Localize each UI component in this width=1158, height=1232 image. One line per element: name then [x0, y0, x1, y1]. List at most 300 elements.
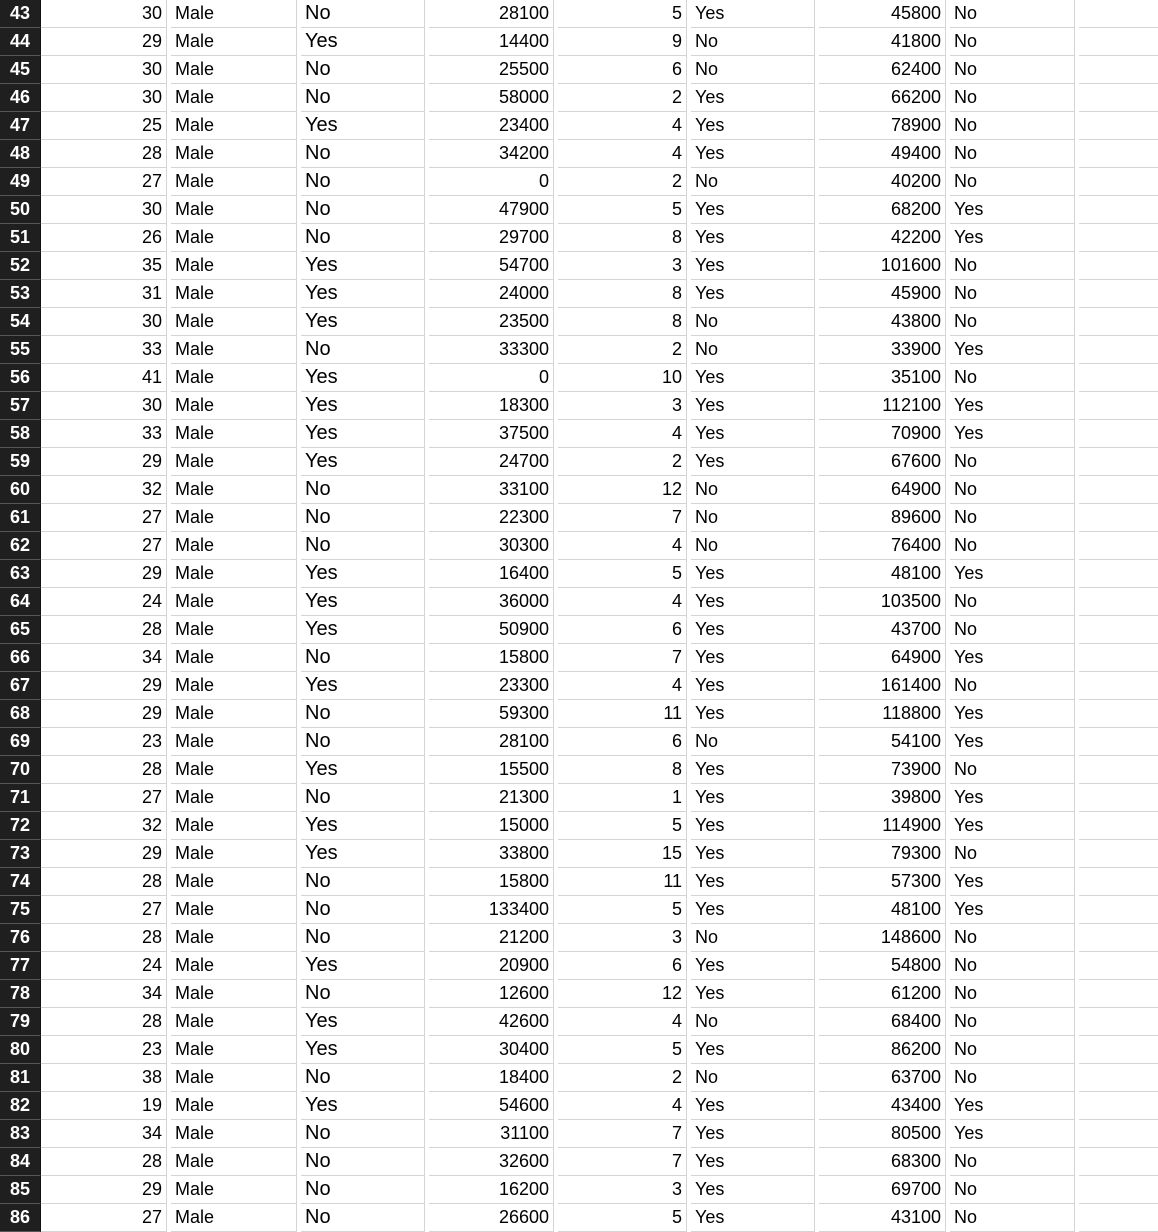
cell-col-d[interactable]: 59300 [429, 700, 554, 728]
cell-col-i[interactable] [1079, 392, 1158, 420]
cell-col-e[interactable]: 3 [558, 924, 687, 952]
row-header[interactable]: 75 [0, 896, 41, 924]
cell-age[interactable]: 28 [41, 868, 167, 896]
cell-col-c[interactable]: No [301, 56, 425, 84]
cell-col-g[interactable]: 43400 [819, 1092, 946, 1120]
cell-col-g[interactable]: 43700 [819, 616, 946, 644]
cell-age[interactable]: 30 [41, 308, 167, 336]
cell-col-f[interactable]: No [691, 924, 815, 952]
cell-col-f[interactable]: Yes [691, 420, 815, 448]
row-header[interactable]: 62 [0, 532, 41, 560]
cell-col-h[interactable]: No [950, 952, 1075, 980]
cell-col-e[interactable]: 2 [558, 336, 687, 364]
cell-col-e[interactable]: 4 [558, 140, 687, 168]
row-header[interactable]: 71 [0, 784, 41, 812]
cell-col-d[interactable]: 20900 [429, 952, 554, 980]
cell-col-e[interactable]: 5 [558, 1036, 687, 1064]
cell-col-g[interactable]: 66200 [819, 84, 946, 112]
row-header[interactable]: 50 [0, 196, 41, 224]
cell-col-h[interactable]: Yes [950, 224, 1075, 252]
cell-gender[interactable]: Male [171, 336, 297, 364]
cell-gender[interactable]: Male [171, 280, 297, 308]
cell-col-e[interactable]: 5 [558, 560, 687, 588]
cell-col-c[interactable]: No [301, 336, 425, 364]
cell-col-f[interactable]: Yes [691, 1148, 815, 1176]
cell-col-g[interactable]: 64900 [819, 476, 946, 504]
cell-gender[interactable]: Male [171, 308, 297, 336]
cell-col-e[interactable]: 4 [558, 1008, 687, 1036]
cell-col-c[interactable]: No [301, 476, 425, 504]
cell-col-g[interactable]: 101600 [819, 252, 946, 280]
row-header[interactable]: 61 [0, 504, 41, 532]
cell-col-h[interactable]: Yes [950, 196, 1075, 224]
cell-col-g[interactable]: 41800 [819, 28, 946, 56]
cell-col-c[interactable]: No [301, 140, 425, 168]
cell-gender[interactable]: Male [171, 56, 297, 84]
cell-col-g[interactable]: 64900 [819, 644, 946, 672]
cell-col-h[interactable]: No [950, 672, 1075, 700]
cell-col-i[interactable] [1079, 336, 1158, 364]
cell-col-d[interactable]: 42600 [429, 1008, 554, 1036]
cell-col-d[interactable]: 33300 [429, 336, 554, 364]
cell-col-e[interactable]: 10 [558, 364, 687, 392]
cell-col-h[interactable]: Yes [950, 728, 1075, 756]
cell-col-e[interactable]: 3 [558, 1176, 687, 1204]
cell-gender[interactable]: Male [171, 728, 297, 756]
cell-col-i[interactable] [1079, 532, 1158, 560]
cell-col-h[interactable]: Yes [950, 1120, 1075, 1148]
cell-col-d[interactable]: 14400 [429, 28, 554, 56]
cell-gender[interactable]: Male [171, 1064, 297, 1092]
cell-col-d[interactable]: 34200 [429, 140, 554, 168]
cell-col-d[interactable]: 18400 [429, 1064, 554, 1092]
cell-col-e[interactable]: 5 [558, 896, 687, 924]
cell-age[interactable]: 30 [41, 196, 167, 224]
cell-col-f[interactable]: Yes [691, 392, 815, 420]
cell-col-i[interactable] [1079, 420, 1158, 448]
row-header[interactable]: 77 [0, 952, 41, 980]
row-header[interactable]: 66 [0, 644, 41, 672]
cell-age[interactable]: 28 [41, 924, 167, 952]
cell-col-d[interactable]: 15800 [429, 868, 554, 896]
cell-age[interactable]: 27 [41, 784, 167, 812]
cell-gender[interactable]: Male [171, 476, 297, 504]
cell-gender[interactable]: Male [171, 756, 297, 784]
cell-col-c[interactable]: Yes [301, 308, 425, 336]
cell-gender[interactable]: Male [171, 112, 297, 140]
cell-age[interactable]: 24 [41, 588, 167, 616]
cell-gender[interactable]: Male [171, 980, 297, 1008]
cell-age[interactable]: 30 [41, 84, 167, 112]
row-header[interactable]: 54 [0, 308, 41, 336]
cell-col-g[interactable]: 48100 [819, 560, 946, 588]
cell-col-h[interactable]: No [950, 616, 1075, 644]
cell-col-c[interactable]: No [301, 168, 425, 196]
cell-col-c[interactable]: Yes [301, 1008, 425, 1036]
cell-col-c[interactable]: Yes [301, 1036, 425, 1064]
cell-gender[interactable]: Male [171, 0, 297, 28]
cell-col-c[interactable]: No [301, 84, 425, 112]
row-header[interactable]: 55 [0, 336, 41, 364]
cell-age[interactable]: 29 [41, 1176, 167, 1204]
cell-col-d[interactable]: 22300 [429, 504, 554, 532]
cell-col-h[interactable]: Yes [950, 336, 1075, 364]
cell-col-e[interactable]: 8 [558, 224, 687, 252]
cell-gender[interactable]: Male [171, 28, 297, 56]
cell-col-i[interactable] [1079, 252, 1158, 280]
cell-col-h[interactable]: No [950, 140, 1075, 168]
cell-col-g[interactable]: 48100 [819, 896, 946, 924]
cell-col-h[interactable]: No [950, 0, 1075, 28]
cell-age[interactable]: 32 [41, 476, 167, 504]
cell-col-c[interactable]: Yes [301, 588, 425, 616]
cell-col-g[interactable]: 43100 [819, 1204, 946, 1232]
cell-col-e[interactable]: 6 [558, 952, 687, 980]
cell-age[interactable]: 34 [41, 644, 167, 672]
row-header[interactable]: 79 [0, 1008, 41, 1036]
cell-col-f[interactable]: Yes [691, 980, 815, 1008]
cell-gender[interactable]: Male [171, 644, 297, 672]
cell-age[interactable]: 29 [41, 672, 167, 700]
cell-col-d[interactable]: 0 [429, 168, 554, 196]
cell-col-i[interactable] [1079, 616, 1158, 644]
cell-age[interactable]: 26 [41, 224, 167, 252]
cell-col-c[interactable]: No [301, 896, 425, 924]
row-header[interactable]: 84 [0, 1148, 41, 1176]
cell-col-d[interactable]: 32600 [429, 1148, 554, 1176]
cell-gender[interactable]: Male [171, 1148, 297, 1176]
cell-col-c[interactable]: Yes [301, 28, 425, 56]
cell-col-d[interactable]: 24700 [429, 448, 554, 476]
cell-col-d[interactable]: 30300 [429, 532, 554, 560]
cell-col-e[interactable]: 11 [558, 868, 687, 896]
row-header[interactable]: 83 [0, 1120, 41, 1148]
cell-gender[interactable]: Male [171, 924, 297, 952]
row-header[interactable]: 67 [0, 672, 41, 700]
cell-col-h[interactable]: No [950, 924, 1075, 952]
cell-col-f[interactable]: No [691, 168, 815, 196]
cell-col-c[interactable]: No [301, 924, 425, 952]
cell-col-g[interactable]: 89600 [819, 504, 946, 532]
cell-col-e[interactable]: 15 [558, 840, 687, 868]
cell-col-g[interactable]: 73900 [819, 756, 946, 784]
cell-col-i[interactable] [1079, 504, 1158, 532]
cell-col-i[interactable] [1079, 728, 1158, 756]
row-header[interactable]: 72 [0, 812, 41, 840]
cell-gender[interactable]: Male [171, 224, 297, 252]
cell-col-h[interactable]: No [950, 588, 1075, 616]
row-header[interactable]: 68 [0, 700, 41, 728]
cell-col-g[interactable]: 49400 [819, 140, 946, 168]
cell-col-e[interactable]: 5 [558, 196, 687, 224]
cell-col-g[interactable]: 54800 [819, 952, 946, 980]
cell-col-c[interactable]: No [301, 1204, 425, 1232]
cell-col-i[interactable] [1079, 560, 1158, 588]
cell-age[interactable]: 34 [41, 1120, 167, 1148]
cell-col-i[interactable] [1079, 588, 1158, 616]
cell-col-g[interactable]: 63700 [819, 1064, 946, 1092]
cell-col-c[interactable]: No [301, 504, 425, 532]
cell-col-f[interactable]: Yes [691, 224, 815, 252]
cell-gender[interactable]: Male [171, 700, 297, 728]
row-header[interactable]: 78 [0, 980, 41, 1008]
cell-col-h[interactable]: No [950, 1036, 1075, 1064]
cell-col-e[interactable]: 6 [558, 728, 687, 756]
cell-col-e[interactable]: 6 [558, 56, 687, 84]
cell-col-h[interactable]: No [950, 504, 1075, 532]
cell-col-e[interactable]: 6 [558, 616, 687, 644]
cell-col-f[interactable]: No [691, 532, 815, 560]
cell-col-e[interactable]: 11 [558, 700, 687, 728]
cell-col-f[interactable]: Yes [691, 448, 815, 476]
cell-col-d[interactable]: 12600 [429, 980, 554, 1008]
cell-age[interactable]: 27 [41, 1204, 167, 1232]
cell-col-e[interactable]: 7 [558, 1148, 687, 1176]
cell-gender[interactable]: Male [171, 140, 297, 168]
row-header[interactable]: 69 [0, 728, 41, 756]
cell-col-f[interactable]: Yes [691, 1120, 815, 1148]
cell-col-c[interactable]: No [301, 1120, 425, 1148]
cell-col-e[interactable]: 3 [558, 252, 687, 280]
cell-gender[interactable]: Male [171, 84, 297, 112]
cell-col-g[interactable]: 57300 [819, 868, 946, 896]
cell-col-e[interactable]: 4 [558, 532, 687, 560]
cell-gender[interactable]: Male [171, 532, 297, 560]
cell-col-f[interactable]: Yes [691, 1204, 815, 1232]
cell-col-g[interactable]: 42200 [819, 224, 946, 252]
cell-col-c[interactable]: Yes [301, 616, 425, 644]
cell-age[interactable]: 33 [41, 420, 167, 448]
cell-col-i[interactable] [1079, 224, 1158, 252]
cell-col-d[interactable]: 50900 [429, 616, 554, 644]
cell-col-h[interactable]: No [950, 84, 1075, 112]
cell-col-e[interactable]: 8 [558, 308, 687, 336]
cell-col-e[interactable]: 5 [558, 0, 687, 28]
row-header[interactable]: 48 [0, 140, 41, 168]
cell-col-i[interactable] [1079, 756, 1158, 784]
cell-col-f[interactable]: Yes [691, 1036, 815, 1064]
cell-col-d[interactable]: 15500 [429, 756, 554, 784]
cell-col-h[interactable]: No [950, 168, 1075, 196]
cell-col-h[interactable]: No [950, 308, 1075, 336]
cell-col-i[interactable] [1079, 1176, 1158, 1204]
cell-col-i[interactable] [1079, 812, 1158, 840]
cell-col-f[interactable]: No [691, 1008, 815, 1036]
cell-col-f[interactable]: No [691, 504, 815, 532]
cell-col-h[interactable]: Yes [950, 392, 1075, 420]
row-header[interactable]: 49 [0, 168, 41, 196]
row-header[interactable]: 52 [0, 252, 41, 280]
cell-col-c[interactable]: No [301, 1064, 425, 1092]
cell-col-e[interactable]: 5 [558, 812, 687, 840]
row-header[interactable]: 47 [0, 112, 41, 140]
cell-col-d[interactable]: 15000 [429, 812, 554, 840]
cell-col-e[interactable]: 3 [558, 392, 687, 420]
cell-age[interactable]: 28 [41, 1008, 167, 1036]
row-header[interactable]: 44 [0, 28, 41, 56]
cell-col-i[interactable] [1079, 476, 1158, 504]
cell-col-h[interactable]: No [950, 532, 1075, 560]
cell-col-c[interactable]: Yes [301, 392, 425, 420]
cell-col-g[interactable]: 68200 [819, 196, 946, 224]
cell-col-d[interactable]: 33100 [429, 476, 554, 504]
cell-col-i[interactable] [1079, 1008, 1158, 1036]
cell-col-e[interactable]: 7 [558, 504, 687, 532]
cell-col-d[interactable]: 58000 [429, 84, 554, 112]
cell-col-c[interactable]: Yes [301, 364, 425, 392]
cell-col-d[interactable]: 15800 [429, 644, 554, 672]
cell-col-h[interactable]: No [950, 840, 1075, 868]
cell-col-c[interactable]: Yes [301, 1092, 425, 1120]
cell-age[interactable]: 34 [41, 980, 167, 1008]
cell-age[interactable]: 33 [41, 336, 167, 364]
cell-col-c[interactable]: No [301, 728, 425, 756]
cell-col-i[interactable] [1079, 924, 1158, 952]
row-header[interactable]: 76 [0, 924, 41, 952]
cell-col-g[interactable]: 148600 [819, 924, 946, 952]
cell-col-h[interactable]: No [950, 1008, 1075, 1036]
cell-col-d[interactable]: 0 [429, 364, 554, 392]
cell-col-i[interactable] [1079, 644, 1158, 672]
row-header[interactable]: 56 [0, 364, 41, 392]
cell-col-c[interactable]: Yes [301, 840, 425, 868]
cell-col-h[interactable]: Yes [950, 868, 1075, 896]
cell-col-d[interactable]: 18300 [429, 392, 554, 420]
cell-gender[interactable]: Male [171, 1120, 297, 1148]
cell-col-f[interactable]: Yes [691, 84, 815, 112]
cell-col-c[interactable]: No [301, 700, 425, 728]
cell-col-c[interactable]: Yes [301, 112, 425, 140]
cell-col-g[interactable]: 161400 [819, 672, 946, 700]
cell-col-e[interactable]: 4 [558, 112, 687, 140]
cell-col-f[interactable]: Yes [691, 812, 815, 840]
cell-col-g[interactable]: 112100 [819, 392, 946, 420]
cell-col-i[interactable] [1079, 280, 1158, 308]
cell-col-i[interactable] [1079, 448, 1158, 476]
cell-col-g[interactable]: 69700 [819, 1176, 946, 1204]
cell-col-i[interactable] [1079, 196, 1158, 224]
row-header[interactable]: 57 [0, 392, 41, 420]
cell-col-i[interactable] [1079, 980, 1158, 1008]
cell-col-f[interactable]: Yes [691, 1092, 815, 1120]
row-header[interactable]: 85 [0, 1176, 41, 1204]
row-header[interactable]: 63 [0, 560, 41, 588]
cell-age[interactable]: 24 [41, 952, 167, 980]
cell-col-i[interactable] [1079, 364, 1158, 392]
cell-col-d[interactable]: 26600 [429, 1204, 554, 1232]
cell-col-g[interactable]: 86200 [819, 1036, 946, 1064]
cell-col-d[interactable]: 28100 [429, 728, 554, 756]
cell-col-d[interactable]: 23500 [429, 308, 554, 336]
cell-col-g[interactable]: 40200 [819, 168, 946, 196]
cell-col-h[interactable]: Yes [950, 1092, 1075, 1120]
cell-col-h[interactable]: Yes [950, 784, 1075, 812]
cell-col-e[interactable]: 4 [558, 1092, 687, 1120]
row-header[interactable]: 60 [0, 476, 41, 504]
cell-col-d[interactable]: 28100 [429, 0, 554, 28]
cell-col-g[interactable]: 67600 [819, 448, 946, 476]
cell-col-e[interactable]: 5 [558, 1204, 687, 1232]
cell-gender[interactable]: Male [171, 588, 297, 616]
cell-age[interactable]: 31 [41, 280, 167, 308]
cell-col-c[interactable]: Yes [301, 252, 425, 280]
cell-age[interactable]: 25 [41, 112, 167, 140]
cell-col-d[interactable]: 133400 [429, 896, 554, 924]
row-header[interactable]: 53 [0, 280, 41, 308]
cell-col-g[interactable]: 68300 [819, 1148, 946, 1176]
cell-col-h[interactable]: No [950, 1204, 1075, 1232]
cell-col-i[interactable] [1079, 1148, 1158, 1176]
cell-col-e[interactable]: 2 [558, 168, 687, 196]
cell-col-e[interactable]: 4 [558, 672, 687, 700]
cell-age[interactable]: 29 [41, 448, 167, 476]
cell-col-c[interactable]: No [301, 0, 425, 28]
cell-age[interactable]: 30 [41, 56, 167, 84]
cell-col-f[interactable]: Yes [691, 756, 815, 784]
cell-col-e[interactable]: 7 [558, 644, 687, 672]
cell-age[interactable]: 32 [41, 812, 167, 840]
cell-age[interactable]: 28 [41, 1148, 167, 1176]
cell-age[interactable]: 28 [41, 756, 167, 784]
cell-col-d[interactable]: 33800 [429, 840, 554, 868]
row-header[interactable]: 64 [0, 588, 41, 616]
cell-col-d[interactable]: 21300 [429, 784, 554, 812]
cell-col-g[interactable]: 54100 [819, 728, 946, 756]
cell-gender[interactable]: Male [171, 504, 297, 532]
cell-col-g[interactable]: 45900 [819, 280, 946, 308]
row-header[interactable]: 46 [0, 84, 41, 112]
cell-gender[interactable]: Male [171, 1176, 297, 1204]
cell-col-f[interactable]: Yes [691, 700, 815, 728]
cell-col-g[interactable]: 78900 [819, 112, 946, 140]
cell-col-e[interactable]: 2 [558, 448, 687, 476]
cell-col-f[interactable]: No [691, 336, 815, 364]
cell-col-i[interactable] [1079, 1204, 1158, 1232]
cell-col-h[interactable]: No [950, 112, 1075, 140]
cell-gender[interactable]: Male [171, 196, 297, 224]
cell-col-f[interactable]: No [691, 308, 815, 336]
cell-gender[interactable]: Male [171, 840, 297, 868]
row-header[interactable]: 81 [0, 1064, 41, 1092]
row-header[interactable]: 65 [0, 616, 41, 644]
cell-col-f[interactable]: Yes [691, 560, 815, 588]
cell-col-f[interactable]: Yes [691, 140, 815, 168]
cell-col-e[interactable]: 2 [558, 1064, 687, 1092]
cell-col-f[interactable]: No [691, 728, 815, 756]
cell-col-h[interactable]: No [950, 476, 1075, 504]
cell-col-f[interactable]: Yes [691, 252, 815, 280]
cell-col-h[interactable]: Yes [950, 896, 1075, 924]
cell-col-g[interactable]: 39800 [819, 784, 946, 812]
cell-col-i[interactable] [1079, 1120, 1158, 1148]
cell-col-f[interactable]: No [691, 1064, 815, 1092]
cell-age[interactable]: 30 [41, 0, 167, 28]
cell-col-e[interactable]: 9 [558, 28, 687, 56]
cell-col-d[interactable]: 36000 [429, 588, 554, 616]
cell-col-c[interactable]: Yes [301, 420, 425, 448]
cell-col-i[interactable] [1079, 952, 1158, 980]
cell-col-h[interactable]: No [950, 980, 1075, 1008]
row-header[interactable]: 43 [0, 0, 41, 28]
cell-col-i[interactable] [1079, 308, 1158, 336]
cell-age[interactable]: 23 [41, 728, 167, 756]
cell-col-c[interactable]: No [301, 532, 425, 560]
cell-col-h[interactable]: No [950, 280, 1075, 308]
cell-col-i[interactable] [1079, 672, 1158, 700]
cell-col-f[interactable]: No [691, 476, 815, 504]
cell-age[interactable]: 29 [41, 28, 167, 56]
cell-col-g[interactable]: 35100 [819, 364, 946, 392]
